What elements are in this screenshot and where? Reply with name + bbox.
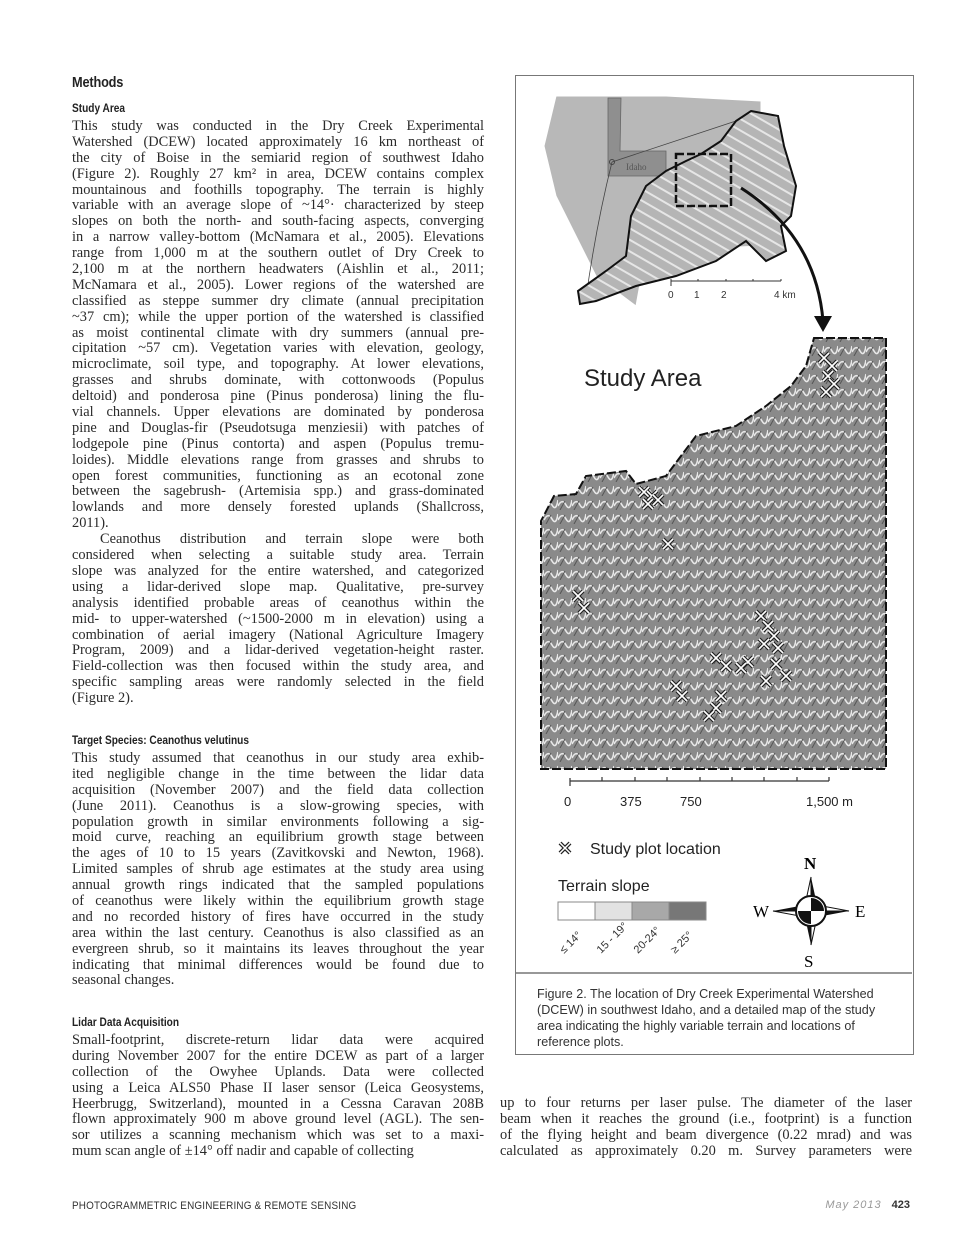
text-line: Watershed (DCEW) located approximately 16 km northeast of [72, 133, 484, 150]
svg-text:4 km: 4 km [774, 290, 796, 301]
text-line: grasses and shrubs dominate, with cottonwoods (Populus [72, 372, 484, 389]
text-line: Program, 2009) and a lidar-derived vegetation-height raster. [72, 642, 484, 659]
svg-text:0: 0 [564, 794, 572, 809]
svg-text:750: 750 [680, 794, 702, 809]
paragraph [72, 119, 484, 532]
text-line: ~37 cm); while the upper portion of the watershed is classified [72, 308, 484, 325]
text-line: calculated as approximately 0.20 m. Survey parameters were [500, 1142, 912, 1159]
slope-class-label: 20-24° [631, 924, 664, 957]
compass-rose-icon [753, 854, 865, 971]
text-line: Small-footprint, discrete-return lidar data were acquired [72, 1032, 484, 1048]
slope-swatch [669, 902, 706, 920]
legend-plot-label: Study plot location [590, 841, 721, 858]
text-line: variable with an average slope of ~14°· characterized by steep [72, 197, 484, 214]
slope-class-label: 15 - 19° [594, 920, 631, 957]
text-line: classified as steppe summer dry climate (annual precipitation [72, 292, 484, 309]
slope-swatch [632, 902, 669, 920]
text-line: Field-collection was then focused within the study area, and [72, 658, 484, 675]
text-line: Heerbrugg, Switzerland), mounted in a Cessna Caravan 208B [72, 1095, 484, 1112]
text-line: area within the last century. Ceanothus is also classified as an [72, 924, 484, 941]
text-line: pine and Douglas-fir (Pseudotsuga menziesii) with patches of [72, 419, 484, 436]
text-line: lowlands and more densely forested uplands (Shallcross, [72, 499, 484, 516]
svg-text:W: W [753, 902, 770, 921]
text-line: deltoid) and ponderosa pine (Pinus ponderosa) lining the flu- [72, 388, 484, 405]
page-number: 423 [891, 1199, 910, 1211]
svg-text:E: E [855, 902, 866, 921]
target-species-text [72, 751, 484, 989]
text-line: of the flying height and beam divergence (0.22 mrad) and was [500, 1126, 912, 1143]
text-line: Limited samples of shrub age estimates at the study area using [72, 861, 484, 878]
svg-text:N: N [804, 854, 817, 873]
text-line: during November 2007 for the entire DCEW as part of a larger [72, 1047, 484, 1064]
study-area-title: Study Area [584, 365, 702, 392]
text-line: (June 2011). Ceanothus is a slow-growing species, with [72, 797, 484, 814]
text-line: microclimate, soil type, and topography. At lower elevations, [72, 356, 484, 373]
text-line: Ceanothus distribution and terrain slope were both [100, 531, 484, 548]
text-line: (Figure 2). [72, 690, 134, 707]
text-line: loides). Middle elevations range from grasses and shrubs to [72, 451, 484, 468]
figure-caption: Figure 2. The location of Dry Creek Experimental Watershed (DCEW) in southwest Idaho, and a detailed map of the study area indicating the highly variable terrain and locations of reference plots. [537, 987, 876, 1049]
text-line: between the sagebrush- (Artemisia spp.) and grass-dominated [72, 483, 484, 500]
text-line: mum scan angle of ±14° off nadir and capable of collecting [72, 1143, 414, 1160]
subsection-heading-lidar: Lidar Data Acquisition [72, 1017, 180, 1029]
study-area-text [72, 119, 484, 707]
text-line: in a narrow valley-bottom (McNamara et al., 2005). Elevations [72, 229, 484, 246]
text-line: specific sampling areas were randomly selected in the field [72, 674, 484, 691]
text-line: 2011). [72, 515, 109, 532]
text-line: slope was analyzed for the entire watershed, and categorized [72, 562, 484, 579]
text-line: as moist continental climate with dry summers (annual pre- [72, 324, 484, 341]
figure-map [516, 76, 912, 1054]
text-line: evergreen shrub, so it maintains its leaves throughout the year [72, 940, 484, 957]
subsection-heading-target-species: Target Species: Ceanothus velutinus [72, 735, 249, 747]
slope-class-label: ≤ 14° [557, 929, 585, 957]
text-line: ited negligible change in the time between the lidar data [72, 765, 484, 782]
slope-class-label: ≥ 25° [668, 929, 696, 957]
idaho-label: Idaho [626, 162, 647, 172]
journal-name: PHOTOGRAMMETRIC ENGINEERING & REMOTE SENSING [72, 1200, 357, 1212]
legend-slope-title: Terrain slope [558, 878, 650, 895]
svg-text:1: 1 [694, 290, 700, 301]
lidar-text [72, 1033, 484, 1160]
detail-scale-bar [564, 777, 853, 809]
text-line: flown approximately 900 m above ground level (AGL). The sen- [72, 1111, 484, 1128]
text-line: (Figure 2). Roughly 27 km² in area, DCEW contains complex [72, 165, 484, 182]
text-line: sor utilizes a scanning mechanism which was set to a maxi- [72, 1127, 484, 1144]
text-line: the ages of 10 to 15 years (Zavitkovski and Newton, 1968). [72, 845, 484, 862]
text-line: beam when it reaches the ground (i.e., footprint) is a function [500, 1110, 912, 1127]
text-line: analysis identified probable areas of ceanothus within the [72, 594, 484, 611]
svg-text:0: 0 [668, 290, 674, 301]
text-line: using a lidar-derived slope map. Qualitative, pre-survey [72, 578, 484, 595]
text-line: 2,100 m at the northern headwaters (Aishlin et al., 2011; [72, 261, 484, 278]
watershed-scale-bar [668, 279, 796, 301]
text-line: acquisition (November 2007) and the field data collection [72, 781, 484, 798]
text-line: slopes on both the north- and south-facing aspects, converging [72, 213, 484, 230]
text-line: combination of aerial imagery (National Agriculture Imagery [72, 626, 484, 643]
lidar-text-continued [500, 1096, 912, 1160]
text-line: indicating that minimal differences would be found due to [72, 956, 484, 973]
footer-page-info [825, 1199, 910, 1211]
paragraph [72, 532, 484, 707]
text-line: This study was conducted in the Dry Creek Experimental [72, 118, 484, 134]
figure-2 [515, 75, 914, 1055]
text-line: and no recorded history of fires have occurred in the study [72, 908, 484, 925]
text-line: up to four returns per laser pulse. The diameter of the laser [500, 1095, 912, 1111]
issue-date: May 2013 [825, 1199, 882, 1211]
subsection-heading-study-area: Study Area [72, 103, 126, 115]
text-line: moid curve, reaching an equilibrium growth stage between [72, 829, 484, 846]
text-line: using a Leica ALS50 Phase II laser sensor (Leica Geosystems, [72, 1079, 484, 1096]
text-line: vial channels. Upper elevations are dominated by ponderosa [72, 404, 484, 421]
text-line: mountainous and foothills topography. The terrain is highly [72, 181, 484, 198]
text-line: seasonal changes. [72, 972, 175, 989]
text-line: mid- to upper-watershed (~1500-2000 m in elevation) using a [72, 610, 484, 627]
svg-text:2: 2 [721, 290, 727, 301]
text-line: population growth in similar environments following a sig- [72, 813, 484, 830]
text-line: range from 1,000 m at the southern outlet of Dry Creek to [72, 245, 484, 262]
section-title: Methods [72, 74, 124, 91]
slope-swatch [558, 902, 595, 920]
study-plot-icon [560, 843, 570, 853]
legend [558, 841, 721, 956]
text-line: cipitation ~57 cm). Vegetation varies with elevation, geology, [72, 340, 484, 357]
terrain-slope-swatches [558, 902, 706, 956]
text-line: considered when selecting a suitable study area. Terrain [72, 547, 484, 564]
slope-swatch [595, 902, 632, 920]
text-line: lodgepole pine (Pinus contorta) and aspen (Populus tremu- [72, 435, 484, 452]
svg-text:375: 375 [620, 794, 642, 809]
text-line: open forest communities, functioning as an ecotonal zone [72, 467, 484, 484]
svg-text:S: S [804, 952, 814, 971]
text-line: annual growth rings indicated that the sampled populations [72, 877, 484, 894]
text-line: McNamara et al., 2005). Lower regions of the watershed are [72, 276, 484, 293]
svg-text:1,500 m: 1,500 m [806, 794, 853, 809]
text-line: of ceanothus were likely within the equilibrium growth stage [72, 893, 484, 910]
text-line: collection of the Owyhee Uplands. Data were collected [72, 1063, 484, 1080]
text-line: the city of Boise in the semiarid region of southwest Idaho [72, 149, 484, 166]
text-line: This study assumed that ceanothus in our study area exhib- [72, 750, 484, 766]
